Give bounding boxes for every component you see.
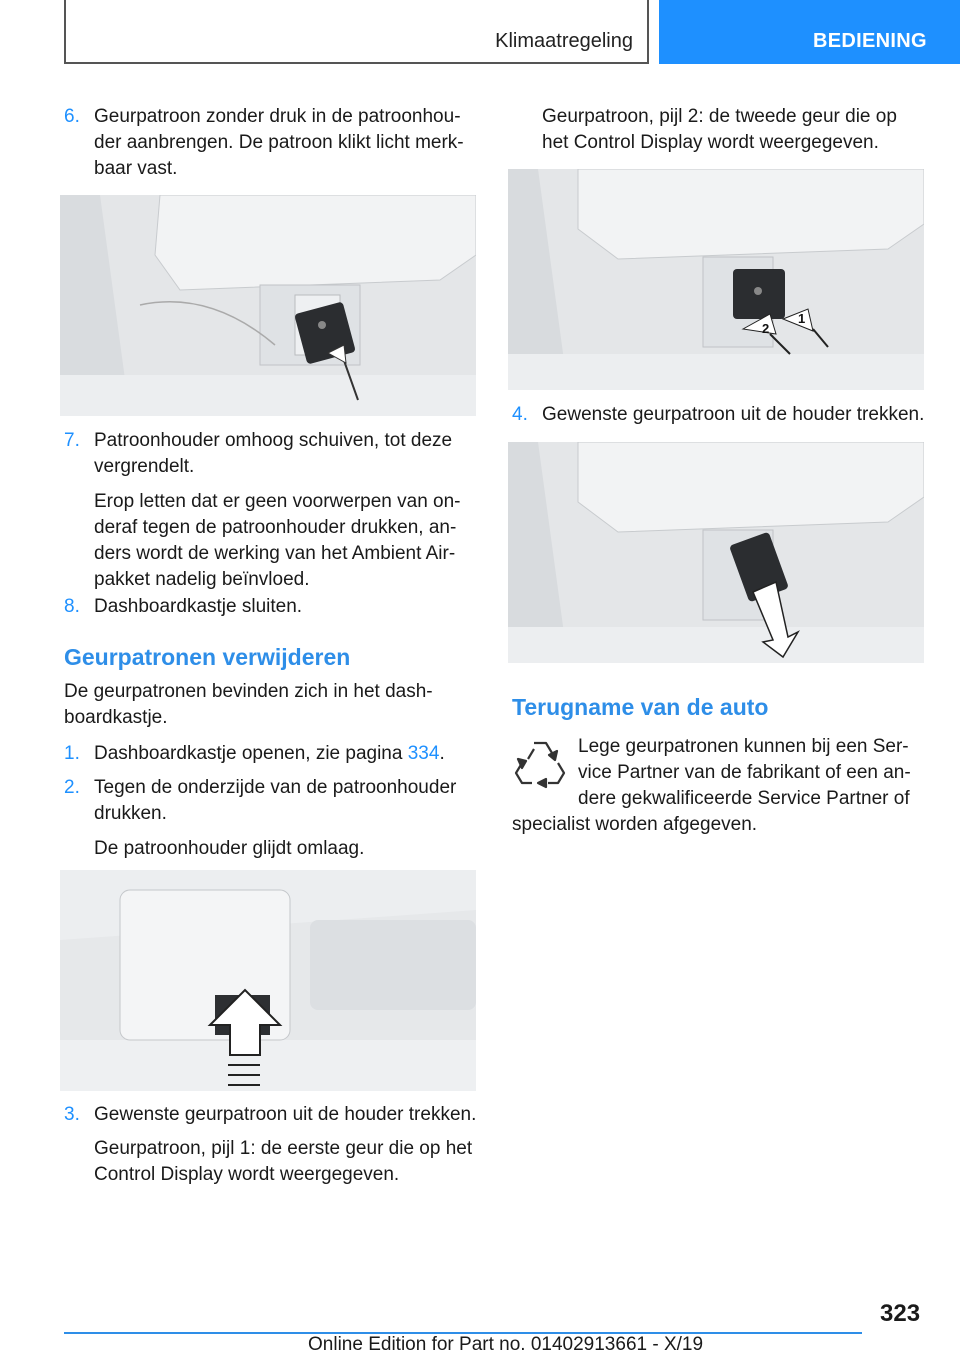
chapter-tab[interactable] <box>659 0 960 64</box>
step-6-number: 6. <box>64 106 80 127</box>
step-3-text: Gewenste geurpatroon uit de houder trekken. <box>94 1104 477 1125</box>
chapter-label: BEDIENING <box>813 30 927 52</box>
step-1-label: Dashboardkastje openen, zie pagina <box>94 743 408 764</box>
step-6-line2: der aanbrengen. De patroon klikt licht merk- <box>94 132 464 153</box>
header-box <box>64 0 649 64</box>
intro-line1: De geurpatronen bevinden zich in het dash- <box>64 681 433 702</box>
step-6-line3: baar vast. <box>94 158 178 179</box>
arrow-label-2: 2 <box>762 321 770 336</box>
photo-pull-cartridge <box>508 442 924 663</box>
step-2-line1: Tegen de onderzijde van de patroonhouder <box>94 777 457 798</box>
step-1-period: . <box>439 743 445 764</box>
note-2: De patroonhouder glijdt omlaag. <box>94 838 365 859</box>
intro-line2: boardkastje. <box>64 707 168 728</box>
recycle-line1: Lege geurpatronen kunnen bij een Ser- <box>578 736 909 757</box>
arrow-label-1: 1 <box>798 311 806 326</box>
recycle-line2: vice Partner van de fabrikant of een an- <box>578 762 911 783</box>
note-7-line2: deraf tegen de patroonhouder drukken, an- <box>94 517 457 538</box>
note-3-line2: Control Display wordt weergegeven. <box>94 1164 400 1185</box>
step-4-text: Gewenste geurpatroon uit de houder trekken. <box>542 404 925 425</box>
recycle-line4: specialist worden afgegeven. <box>512 814 758 835</box>
footer-edition: Online Edition for Part no. 01402913661 - X/19 <box>308 1334 704 1355</box>
step-4-number: 4. <box>512 404 528 425</box>
note-7-line3: ders wordt de werking van het Ambient Air- <box>94 543 456 564</box>
heading-remove-cartridges: Geurpatronen verwijderen <box>64 644 351 670</box>
photo-press-holder <box>60 870 476 1091</box>
step-8-text: Dashboardkastje sluiten. <box>94 596 303 617</box>
note-3-line1: Geurpatroon, pijl 1: de eerste geur die op het <box>94 1138 473 1159</box>
step-7-line2: vergrendelt. <box>94 456 195 477</box>
step-2-line2: drukken. <box>94 803 167 824</box>
step-8-number: 8. <box>64 596 80 617</box>
note-3b-line1: Geurpatroon, pijl 2: de tweede geur die op <box>542 106 897 127</box>
step-7-line1: Patroonhouder omhoog schuiven, tot deze <box>94 430 453 451</box>
heading-return-vehicle: Terugname van de auto <box>512 694 769 720</box>
note-3b-line2: het Control Display wordt weergegeven. <box>542 132 879 153</box>
page-link-334[interactable]: 334 <box>407 743 440 764</box>
step-6-line1: Geurpatroon zonder druk in de patroonhou- <box>94 106 461 127</box>
recycle-line3: dere gekwalificeerde Service Partner of <box>578 788 910 809</box>
photo-arrows-1-2 <box>508 169 924 390</box>
note-7-line1: Erop letten dat er geen voorwerpen van on- <box>94 491 461 512</box>
section-title: Klimaatregeling <box>495 30 633 52</box>
step-3-number: 3. <box>64 1104 80 1125</box>
page-number: 323 <box>880 1300 921 1327</box>
recycle-icon <box>514 737 566 789</box>
note-7-line4: pakket nadelig beïnvloed. <box>94 569 310 590</box>
step-7-number: 7. <box>64 430 80 451</box>
step-2-number: 2. <box>64 777 80 798</box>
step-1-text <box>94 741 445 767</box>
photo-insert-cartridge <box>60 195 476 416</box>
step-1-number: 1. <box>64 743 80 764</box>
